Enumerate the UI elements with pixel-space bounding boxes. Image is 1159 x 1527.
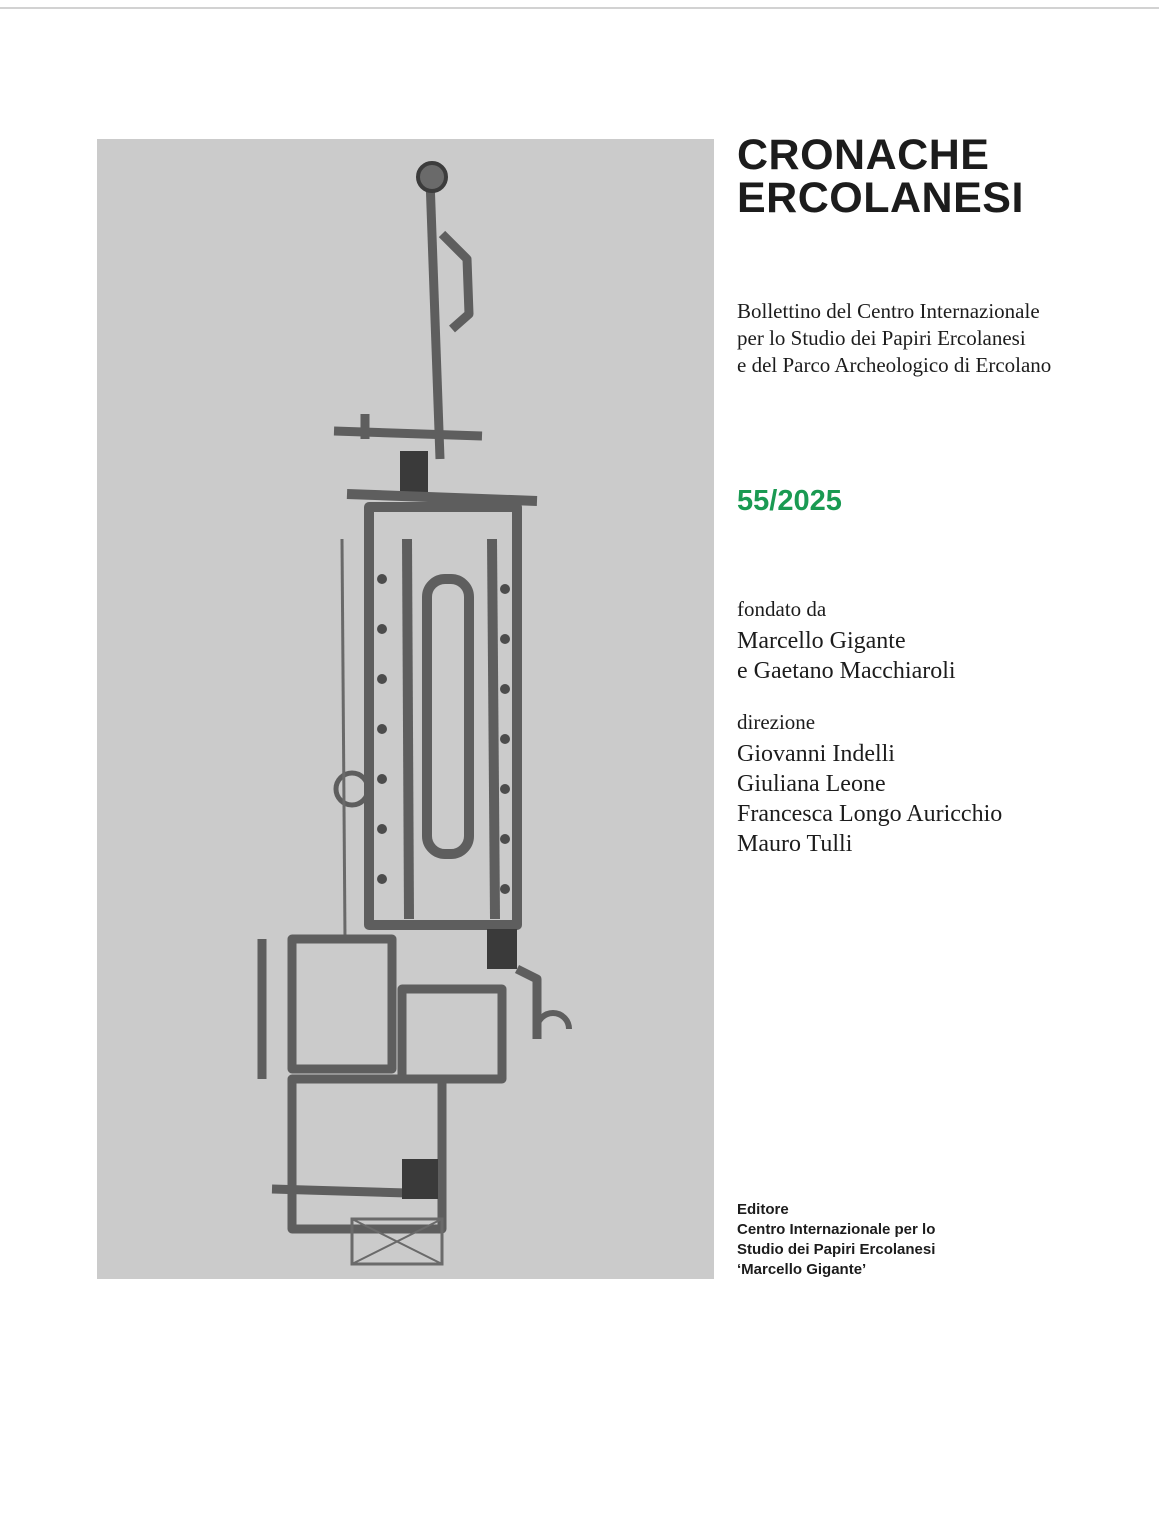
plan-round-chamber (418, 163, 446, 191)
founder-name: e Gaetano Macchiaroli (737, 658, 956, 684)
subtitle-line: Bollettino del Centro Internazionale (737, 299, 1040, 323)
plan-lower-west (292, 939, 392, 1069)
publisher-label: Editore (737, 1201, 789, 1218)
plan-dark-room-1 (487, 929, 517, 969)
publisher-line: ‘Marcello Gigante’ (737, 1261, 867, 1278)
journal-subtitle (737, 298, 1051, 379)
plan-corridor-side (442, 234, 469, 329)
subtitle-line: e del Parco Archeologico di Ercolano (737, 353, 1052, 377)
subtitle-line: per lo Studio dei Papiri Ercolanesi (737, 326, 1026, 350)
site-plan-drawing (97, 139, 714, 1279)
plan-lower-east (517, 969, 537, 1039)
plan-long-pool (427, 579, 469, 854)
plan-left-line (342, 539, 345, 939)
issue-number: 55/2025 (737, 485, 842, 517)
plan-crossing (334, 431, 482, 436)
plan-inner-wall-2 (492, 539, 495, 919)
founder-name: Marcello Gigante (737, 628, 906, 654)
journal-title (737, 131, 1024, 222)
direction-label: direzione (737, 710, 816, 734)
plan-top-wall (347, 494, 537, 501)
director-name: Francesca Longo Auricchio (737, 801, 1003, 827)
director-name: Giovanni Indelli (737, 741, 895, 767)
cover-plan-image (97, 139, 714, 1279)
directors-list (737, 739, 1002, 859)
founded-label: fondato da (737, 597, 827, 621)
plan-lower-court (402, 989, 502, 1079)
publisher-line: Studio dei Papiri Ercolanesi (737, 1241, 936, 1258)
journal-title-line: CRONACHE (737, 131, 990, 179)
plan-apse (537, 1013, 569, 1029)
top-rule (0, 7, 1159, 9)
plan-corridor-upper (430, 179, 440, 459)
plan-circular-feature (336, 773, 368, 805)
plan-lower-rooms (292, 1079, 442, 1229)
publisher-line: Centro Internazionale per lo (737, 1221, 936, 1238)
journal-title-line: ERCOLANESI (737, 174, 1024, 222)
founders-list (737, 626, 956, 686)
director-name: Mauro Tulli (737, 831, 853, 857)
plan-entry-block (400, 451, 428, 497)
director-name: Giuliana Leone (737, 771, 886, 797)
plan-dark-room-2 (402, 1159, 438, 1199)
plan-inner-wall (407, 539, 409, 919)
publisher-block (737, 1200, 935, 1280)
